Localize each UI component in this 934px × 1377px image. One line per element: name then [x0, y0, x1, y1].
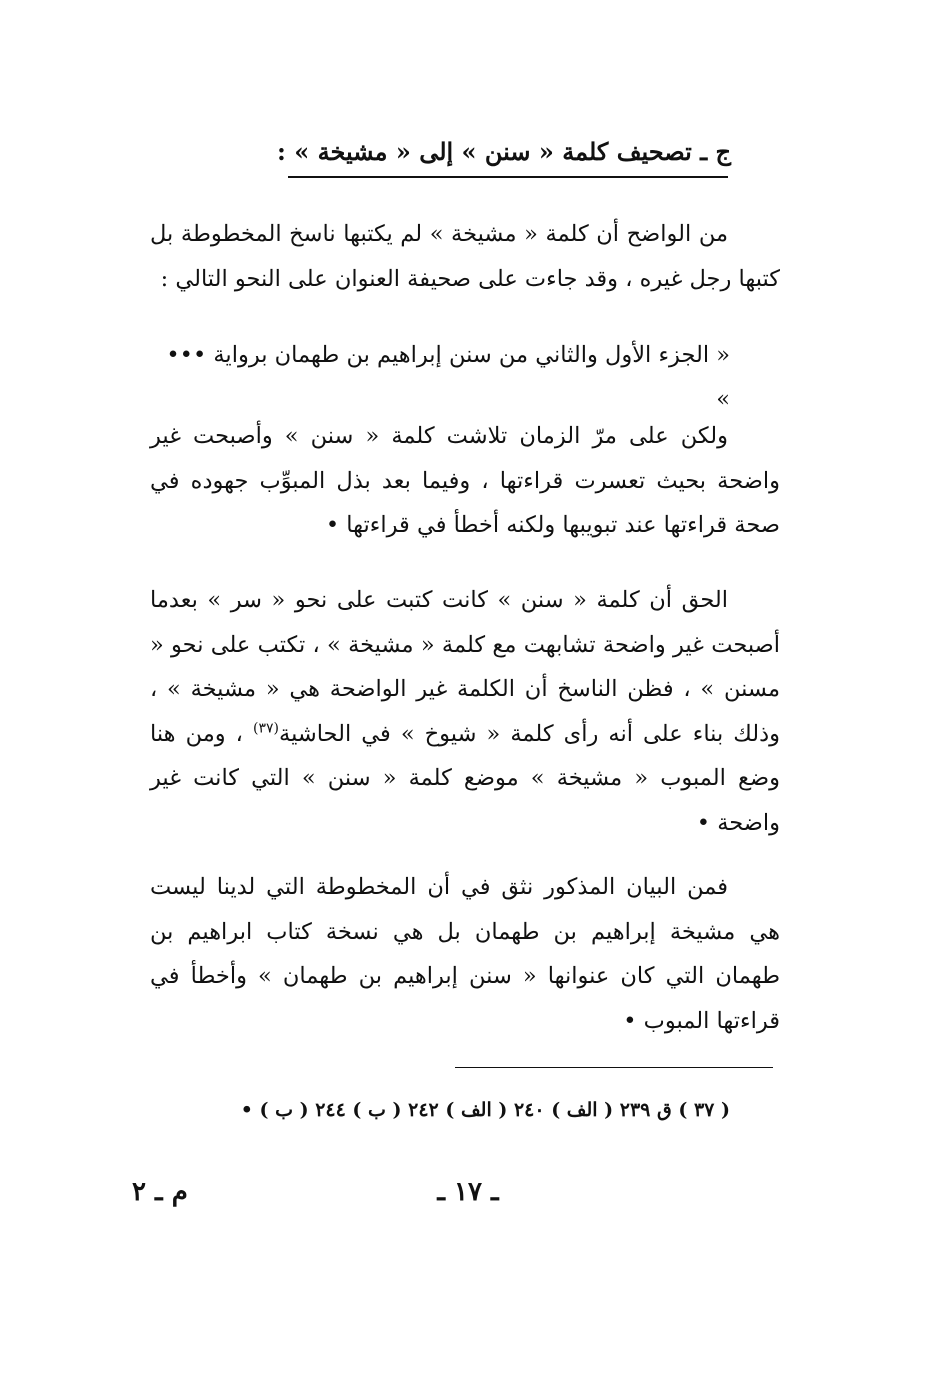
section-heading: ج ـ تصحيف كلمة « سنن » إلى « مشيخة » : [277, 137, 731, 166]
title-quote: « الجزء الأول والثاني من سنن إبراهيم بن طهمان برواية ••• » [166, 342, 730, 412]
paragraph-3-text-after: ، ومن هنا وضع المبوب « مشيخة » موضع كلمة « سنن » التي كانت غير واضحة • [150, 720, 780, 836]
footnote: ( ٣٧ ) ق ٢٣٩ ( الف ) ٢٤٠ ( الف ) ٢٤٢ ( ب ) ٢٤٤ ( ب ) • [240, 1099, 730, 1121]
footnote-reference: (٣٧) [253, 720, 279, 736]
signature-mark: م ـ ٢ [132, 1177, 188, 1207]
paragraph-1: من الواضح أن كلمة « مشيخة » لم يكتبها ناسخ المخطوطة بل كتبها رجل غيره ، وقد جاءت على صحيفة العنوان على النحو التالي : [150, 221, 780, 292]
paragraph-4: فمن البيان المذكور نثق في أن المخطوطة التي لدينا ليست هي مشيخة إبراهيم بن طهمان بل هي نسخة كتاب ابراهيم بن طهمان التي كان عنوانها « سنن إبراهيم بن طهمان » وأخطأ في قراءتها المبوب • [150, 874, 780, 1034]
paragraph-3-text-before: الحق أن كلمة « سنن » كانت كتبت على نحو « سر » بعدما أصبحت غير واضحة تشابهت مع كلمة « مشيخة » ، تكتب على نحو « مسنن » ، فظن الناسخ أن الكلمة غير الواضحة هي « مشيخة » ، وذلك بناء على أنه رأى كلمة « شيوخ » في الحاشية [150, 587, 780, 747]
heading-underline [288, 176, 728, 178]
page-number: ـ ١٧ ـ [437, 1177, 499, 1207]
paragraph-2: ولكن على مرّ الزمان تلاشت كلمة « سنن » وأصبحت غير واضحة بحيث تعسرت قراءتها ، وفيما بعد بذل المبوِّب جهوده في صحة قراءتها عند تبويبها ولكنه أخطأ في قراءتها • [150, 423, 780, 538]
footnote-separator [455, 1067, 773, 1068]
paragraph-3 [150, 578, 780, 845]
